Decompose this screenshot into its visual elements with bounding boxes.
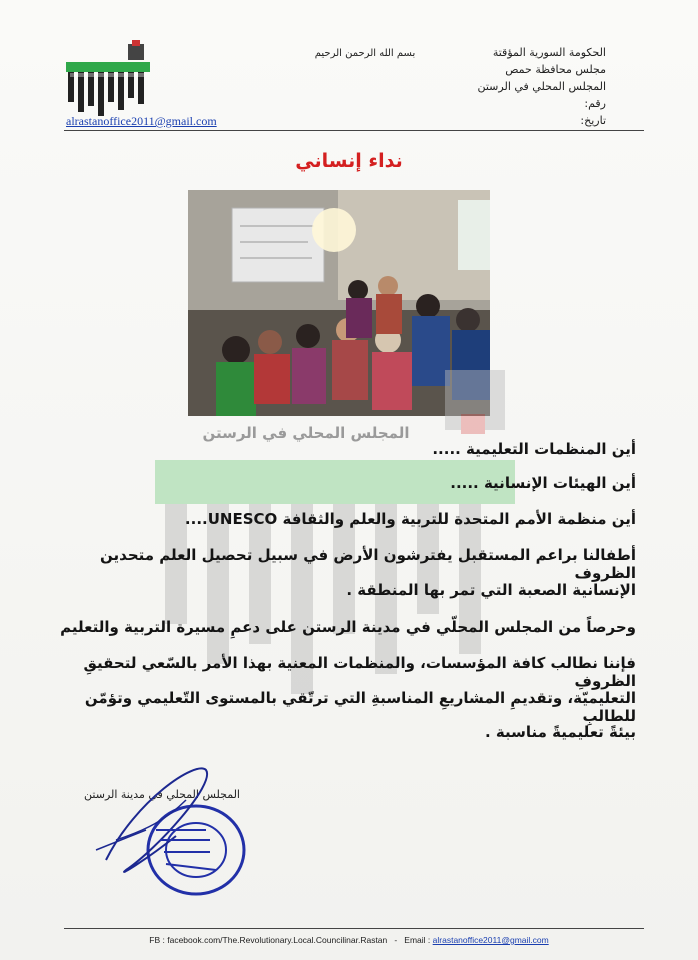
body-line-2: أين الهيئات الإنسانية ..... (450, 474, 636, 492)
footer-divider (64, 928, 644, 929)
body-line-3: أين منظمة الأمم المتحدة للتربية والعلم والثقافة UNESCO.... (184, 510, 636, 528)
body-line-8: التعليميّة، وتقديمِ المشاريعِ المناسبةِ التي ترتّقي بالمستوى التّعليمي وتؤمّن للطالبِ (84, 689, 636, 725)
council-logo (66, 40, 150, 116)
footer-separator: - (394, 935, 398, 945)
footer-email-link[interactable]: alrastanoffice2011@gmail.com (432, 935, 549, 945)
header-email-link[interactable]: alrastanoffice2011@gmail.com (66, 114, 217, 128)
body-line-1: أين المنظمات التعليمية ..... (432, 440, 636, 458)
body-line-4: أطفالنا براعم المستقبل يفترشون الأرض في سبيل تحصيل العلم متحدين الظروف (100, 546, 636, 582)
page-title: نداء إنساني (295, 150, 403, 172)
header-line-government: الحكومة السورية المؤقتة (492, 46, 606, 59)
header-line-number: رقم: (584, 97, 606, 110)
header-divider (64, 130, 644, 131)
body-line-6: وحرصاً من المجلس المحلّي في مدينة الرستن على دعمِ مسيرة التربية والتعليم (60, 618, 636, 636)
footer-facebook[interactable]: FB : facebook.com/The.Revolutionary.Local.Councilinar.Rastan (149, 935, 388, 945)
watermark-text: المجلس المحلي في الرستن (202, 424, 410, 442)
signature-label: المجلس المحلي في مدينة الرستن (84, 788, 240, 801)
header-line-council: المجلس المحلي في الرستن (477, 80, 606, 93)
footer-email-label: Email : (404, 935, 431, 945)
body-line-9: بيئةً تعليميةً مناسبة . (485, 723, 636, 741)
header-institution-block (406, 44, 606, 129)
footer (0, 935, 698, 945)
body-line-7: فإننا نطالب كافة المؤسسات، والمنظمات المعنية بهذا الأمر بالسّعي لتحقيقِ الظروفِ (83, 654, 636, 690)
header-line-governorate: مجلس محافظة حمص (505, 63, 606, 76)
body-line-5: الإنسانية الصعبة التي تمر بها المنطقة . (346, 581, 636, 599)
basmala: بسم الله الرحمن الرحيم (314, 48, 416, 59)
official-stamp (86, 740, 256, 900)
header-line-date: تاريخ: (580, 114, 606, 127)
